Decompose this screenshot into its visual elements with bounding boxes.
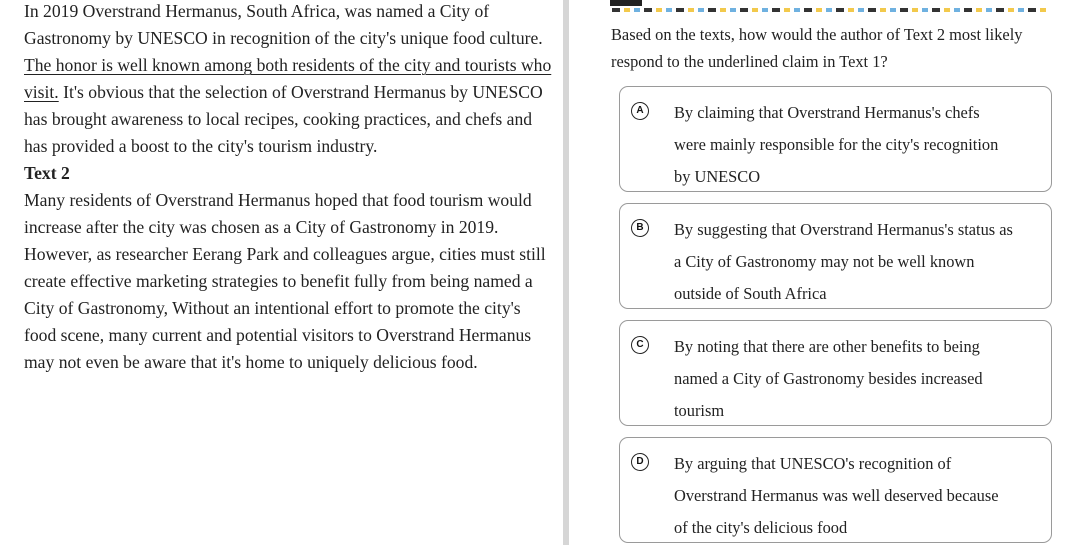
- option-a-text: [674, 97, 1050, 193]
- answer-option-b[interactable]: [619, 203, 1052, 309]
- option-letter-c-icon: C: [631, 336, 649, 354]
- answer-option-d[interactable]: [619, 437, 1052, 543]
- option-line: were mainly responsible for the city's recognition: [674, 135, 999, 154]
- passage-panel: [24, 0, 554, 376]
- option-line: By claiming that Overstrand Hermanus's chefs: [674, 103, 980, 122]
- text2-heading: Text 2: [24, 163, 70, 183]
- option-line: By arguing that UNESCO's recognition of: [674, 454, 952, 473]
- option-c-text: [674, 331, 1050, 427]
- option-line: tourism: [674, 401, 725, 420]
- text1-paragraph: [24, 0, 554, 160]
- option-line: Overstrand Hermanus was well deserved because: [674, 486, 999, 505]
- option-line: By noting that there are other benefits to being: [674, 337, 980, 356]
- answer-option-c[interactable]: [619, 320, 1052, 426]
- answer-option-a[interactable]: [619, 86, 1052, 192]
- panel-divider[interactable]: [563, 0, 569, 545]
- option-letter-d-icon: D: [631, 453, 649, 471]
- option-d-text: [674, 448, 1050, 544]
- text2-paragraph: Many residents of Overstrand Hermanus hoped that food tourism would increase after the city was chosen as a City of Gastronomy in 2019. However, as researcher Eerang Park and colleagues argue, cities must still create effective marketing strategies to benefit fully from being named a City of Gastronomy, Without an intentional effort to promote the city's food scene, many current and potential visitors to Overstrand Hermanus may not even be aware that it's home to uniquely delicious food.: [24, 190, 546, 372]
- text1-rest: It's obvious that the selection of Overstrand Hermanus by UNESCO has brought awareness to local recipes, cooking practices, and chefs and has provided a boost to the city's tourism industry.: [24, 82, 543, 156]
- option-line: named a City of Gastronomy besides increased: [674, 369, 983, 388]
- toolbar-dashed-strip: [612, 8, 1048, 12]
- toolbar-fragment: [610, 0, 642, 6]
- option-letter-a-icon: A: [631, 102, 649, 120]
- text1-intro: In 2019 Overstrand Hermanus, South Africa, was named a City of Gastronomy by UNESCO in recognition of the city's unique food culture.: [24, 1, 543, 48]
- option-line: of the city's delicious food: [674, 518, 848, 537]
- option-line: by UNESCO: [674, 167, 761, 186]
- question-prompt: Based on the texts, how would the author of Text 2 most likely respond to the underlined claim in Text 1?: [611, 25, 1023, 71]
- option-letter-b-icon: B: [631, 219, 649, 237]
- underlined-claim: The honor is well known among both residents of the city and tourists who visit.: [24, 55, 552, 102]
- option-line: outside of South Africa: [674, 284, 827, 303]
- option-line: By suggesting that Overstrand Hermanus's status as: [674, 220, 1013, 239]
- option-b-text: [674, 214, 1050, 310]
- option-line: a City of Gastronomy may not be well known: [674, 252, 975, 271]
